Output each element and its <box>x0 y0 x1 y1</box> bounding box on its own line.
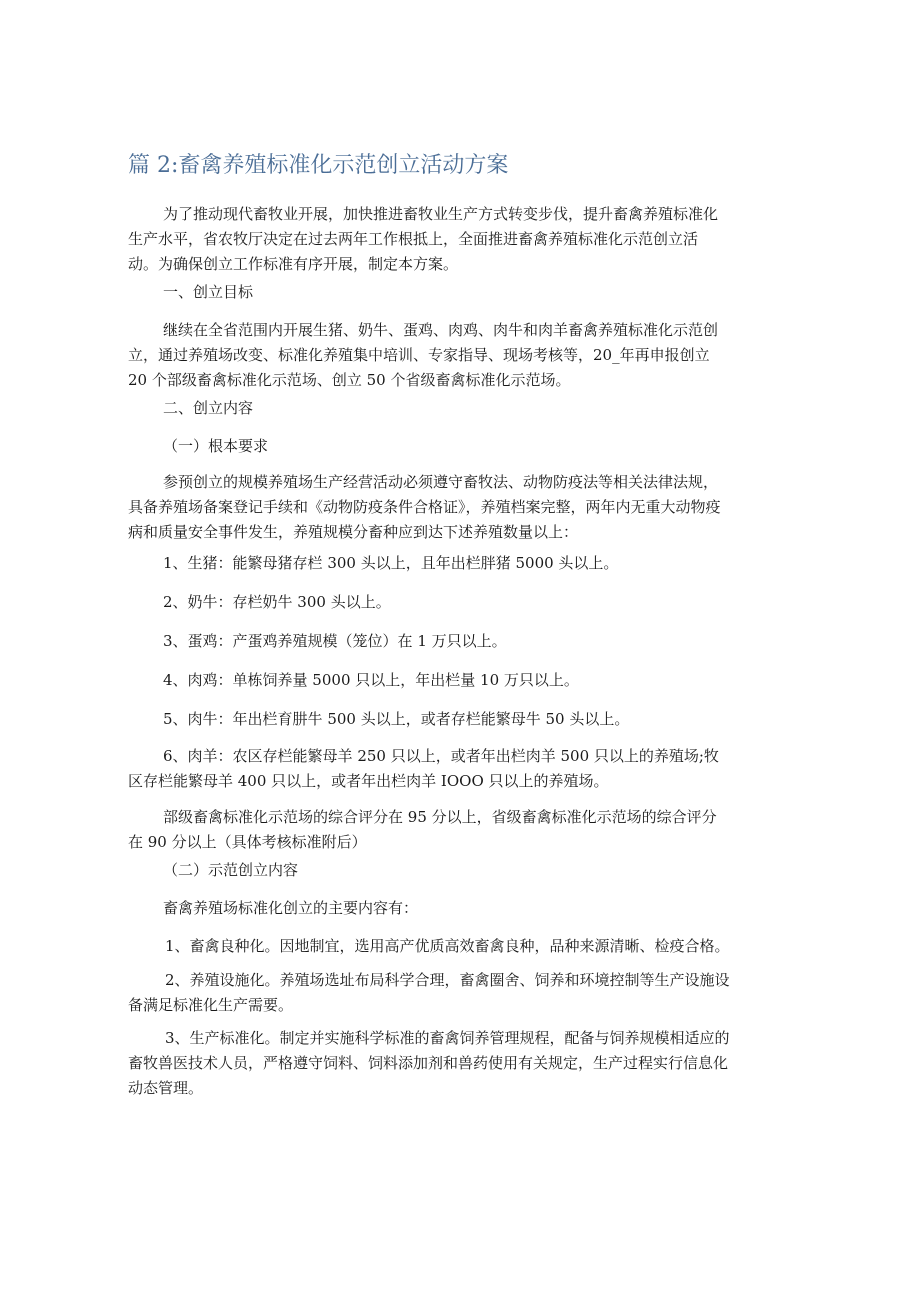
paragraph-scoring: 部级畜禽标准化示范场的综合评分在 95 分以上，省级畜禽标准化示范场的综合评分 在 90 分以上（具体考核标准附后） <box>128 808 717 851</box>
heading-demo-content: （二）示范创立内容 <box>163 861 299 879</box>
list-item-beef-cattle: 5、肉牛：年出栏育肼牛 500 头以上，或者存栏能繁母牛 50 头以上。 <box>163 710 630 728</box>
paragraph-requirements: 参预创立的规模养殖场生产经营活动必须遵守畜牧法、动物防疫法等相关法律法规， 具备养殖场备案登记手续和《动物防疫条件合格证》，养殖档案完整，两年内无重大动物疫 病和质量安全事件发生，养殖规模分畜种应到达下述养殖数量以上： <box>128 473 721 541</box>
list-item-facilities: 2、养殖设施化。养殖场选址布局科学合理，畜禽圈舍、饲养和环境控制等生产设施设 备满足标准化生产需要。 <box>128 971 730 1014</box>
paragraph-intro: 为了推动现代畜牧业开展，加快推进畜牧业生产方式转变步伐，提升畜禽养殖标准化 生产水平，省农牧厅决定在过去两年工作根抵上，全面推进畜禽养殖标准化示范创立活 动。为确保创立工作标准有序开展，制定本方案。 <box>128 205 719 273</box>
heading-content: 二、创立内容 <box>163 399 254 417</box>
paragraph-main-content: 畜禽养殖场标准化创立的主要内容有： <box>163 899 419 917</box>
list-item-broiler: 4、肉鸡：单栋饲养量 5000 只以上，年出栏量 10 万只以上。 <box>163 671 579 689</box>
list-item-breeds: 1、畜禽良种化。因地制宜，选用高产优质高效畜禽良种，品种来源清晰、检疫合格。 <box>165 937 730 955</box>
list-item-pig: 1、生猪：能繁母猪存栏 300 头以上，且年出栏胖猪 5000 头以上。 <box>163 554 619 572</box>
heading-goal: 一、创立目标 <box>163 283 254 301</box>
document-title: 篇 2:畜禽养殖标准化示范创立活动方案 <box>128 153 509 178</box>
paragraph-goal: 继续在全省范围内开展生猪、奶牛、蛋鸡、肉鸡、肉牛和肉羊畜禽养殖标准化示范创 立，通过养殖场改变、标准化养殖集中培训、专家指导、现场考核等，20_年再申报创立 20 个部级畜禽标准化示范场、创立 50 个省级畜禽标准化示范场。 <box>128 321 719 389</box>
list-item-sheep: 6、肉羊：农区存栏能繁母羊 250 只以上，或者年出栏肉羊 500 只以上的养殖场;牧 区存栏能繁母羊 400 只以上，或者年出栏肉羊 IOOO 只以上的养殖场。 <box>128 747 719 790</box>
list-item-laying-hen: 3、蛋鸡：产蛋鸡养殖规模（笼位）在 1 万只以上。 <box>163 632 507 650</box>
list-item-standardization: 3、生产标准化。制定并实施科学标准的畜禽饲养管理规程，配备与饲养规模相适应的 畜牧兽医技术人员，严格遵守饲料、饲料添加剂和兽药使用有关规定，生产过程实行信息化 动态管理。 <box>128 1029 730 1097</box>
list-item-dairy-cow: 2、奶牛：存栏奶牛 300 头以上。 <box>163 593 391 611</box>
heading-basic-requirements: （一）根本要求 <box>163 437 269 455</box>
